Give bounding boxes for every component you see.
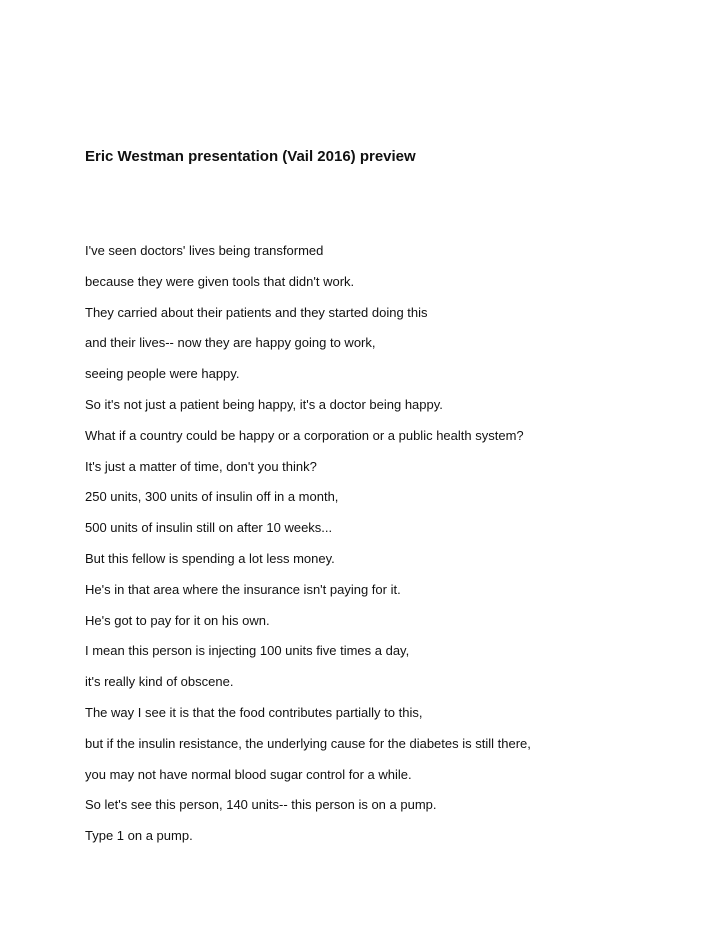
transcript-line: What if a country could be happy or a corporation or a public health system? xyxy=(85,427,524,443)
transcript-line: because they were given tools that didn't work. xyxy=(85,273,355,289)
transcript-line: He's got to pay for it on his own. xyxy=(85,612,270,628)
transcript-line: I've seen doctors' lives being transformed xyxy=(85,243,324,258)
transcript-line: and their lives-- now they are happy going to work, xyxy=(85,335,376,351)
transcript-line: So let's see this person, 140 units-- this person is on a pump. xyxy=(85,797,437,813)
transcript-line: you may not have normal blood sugar control for a while. xyxy=(85,766,412,782)
transcript-lines xyxy=(85,242,531,858)
transcript-line: They carried about their patients and they started doing this xyxy=(85,304,428,320)
document-title: Eric Westman presentation (Vail 2016) preview xyxy=(85,148,416,165)
transcript-line: I mean this person is injecting 100 units five times a day, xyxy=(85,643,410,659)
transcript-line: it's really kind of obscene. xyxy=(85,674,234,690)
transcript-line: The way I see it is that the food contributes partially to this, xyxy=(85,704,423,720)
transcript-line: Type 1 on a pump. xyxy=(85,828,193,844)
transcript-line: So it's not just a patient being happy, it's a doctor being happy. xyxy=(85,396,443,412)
transcript-line: 500 units of insulin still on after 10 weeks... xyxy=(85,520,333,536)
transcript-line: But this fellow is spending a lot less money. xyxy=(85,550,335,566)
transcript-line: He's in that area where the insurance isn't paying for it. xyxy=(85,581,401,597)
transcript-line: 250 units, 300 units of insulin off in a month, xyxy=(85,489,339,505)
transcript-line: It's just a matter of time, don't you think? xyxy=(85,458,317,474)
transcript-line: but if the insulin resistance, the underlying cause for the diabetes is still there, xyxy=(85,735,531,751)
transcript-line: seeing people were happy. xyxy=(85,366,240,382)
